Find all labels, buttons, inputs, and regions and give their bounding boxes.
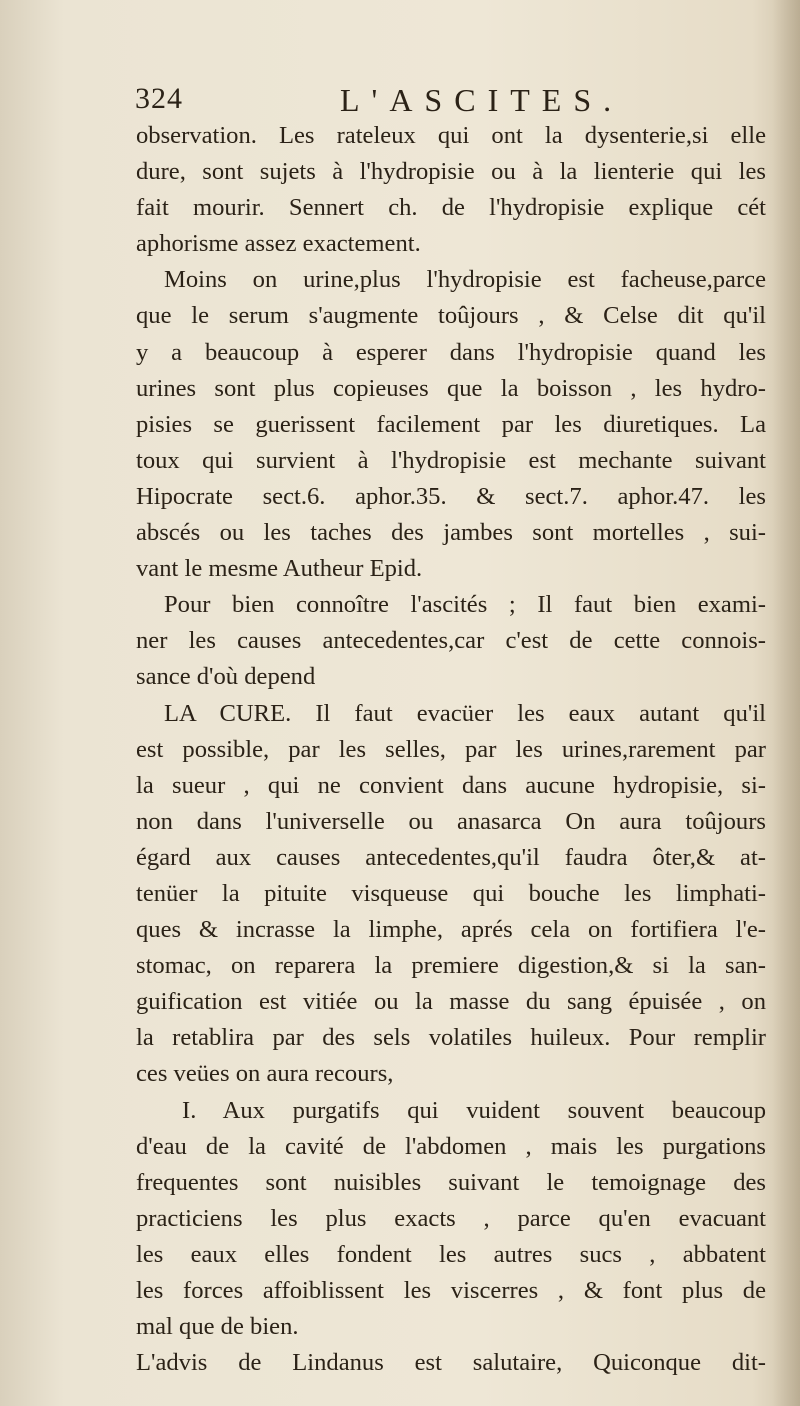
text-line: ner les causes antecedentes,car c'est de cette connois- xyxy=(136,627,766,655)
text-line: mal que de bien. xyxy=(136,1313,299,1341)
text-line: guification est vitiée ou la masse du sang épuisée , on xyxy=(136,988,766,1016)
text-line: d'eau de la cavité de l'abdomen , mais les purgations xyxy=(136,1132,766,1160)
body-text xyxy=(136,118,766,1381)
text-line: aphorisme assez exactement. xyxy=(136,230,421,258)
text-line: non dans l'universelle ou anasarca On aura toûjours xyxy=(136,807,766,835)
text-line: L'advis de Lindanus est salutaire, Quiconque dit- xyxy=(136,1349,766,1377)
text-line: fait mourir. Sennert ch. de l'hydropisie explique cét xyxy=(136,194,766,222)
running-head xyxy=(135,82,775,122)
text-line: stomac, on reparera la premiere digestion,& si la san- xyxy=(136,952,766,980)
text-line: Pour bien connoître l'ascités ; Il faut bien exami- xyxy=(164,591,766,619)
text-line: practiciens les plus exacts , parce qu'en evacuant xyxy=(136,1204,766,1232)
text-line: tenüer la pituite visqueuse qui bouche les limphati- xyxy=(136,879,766,907)
text-line: pisies se guerissent facilement par les diuretiques. La xyxy=(136,410,766,438)
page-edge-shadow xyxy=(772,0,800,1406)
text-line: la sueur , qui ne convient dans aucune hydropisie, si- xyxy=(136,771,766,799)
text-line: les eaux elles fondent les autres sucs , abbatent xyxy=(136,1240,766,1268)
text-line: dure, sont sujets à l'hydropisie ou à la lienterie qui les xyxy=(136,158,766,186)
text-line: ces veües on aura recours, xyxy=(136,1060,394,1088)
text-line: urines sont plus copieuses que la boisson , les hydro- xyxy=(136,374,766,402)
text-line: LA CURE. Il faut evacüer les eaux autant qu'il xyxy=(164,699,766,727)
text-line: observation. Les rateleux qui ont la dysenterie,si elle xyxy=(136,122,766,149)
text-line: sance d'où depend xyxy=(136,663,316,691)
text-line: I. Aux purgatifs qui vuident souvent beaucoup xyxy=(182,1096,766,1124)
text-line: est possible, par les selles, par les urines,rarement par xyxy=(136,735,766,763)
page-number: 324 xyxy=(135,82,183,115)
text-line: que le serum s'augmente toûjours , & Celse dit qu'il xyxy=(136,302,766,330)
text-line: frequentes sont nuisibles suivant le temoignage des xyxy=(136,1168,766,1196)
text-line: toux qui survient à l'hydropisie est mechante suivant xyxy=(136,446,766,474)
text-line: y a beaucoup à esperer dans l'hydropisie quand les xyxy=(136,338,766,366)
text-line: les forces affoiblissent les viscerres , & font plus de xyxy=(136,1277,766,1304)
text-line: ques & incrasse la limphe, aprés cela on fortifiera l'e- xyxy=(136,916,766,944)
text-line: Hipocrate sect.6. aphor.35. & sect.7. aphor.47. les xyxy=(136,482,766,510)
text-line: Moins on urine,plus l'hydropisie est facheuse,parce xyxy=(164,266,766,294)
text-line: égard aux causes antecedentes,qu'il faudra ôter,& at- xyxy=(136,843,766,871)
text-line: vant le mesme Autheur Epid. xyxy=(136,555,423,583)
running-title: L'ASCITES. xyxy=(340,82,624,118)
text-line: abscés ou les taches des jambes sont mortelles , sui- xyxy=(136,519,766,547)
text-line: la retablira par des sels volatiles huileux. Pour remplir xyxy=(136,1024,766,1052)
